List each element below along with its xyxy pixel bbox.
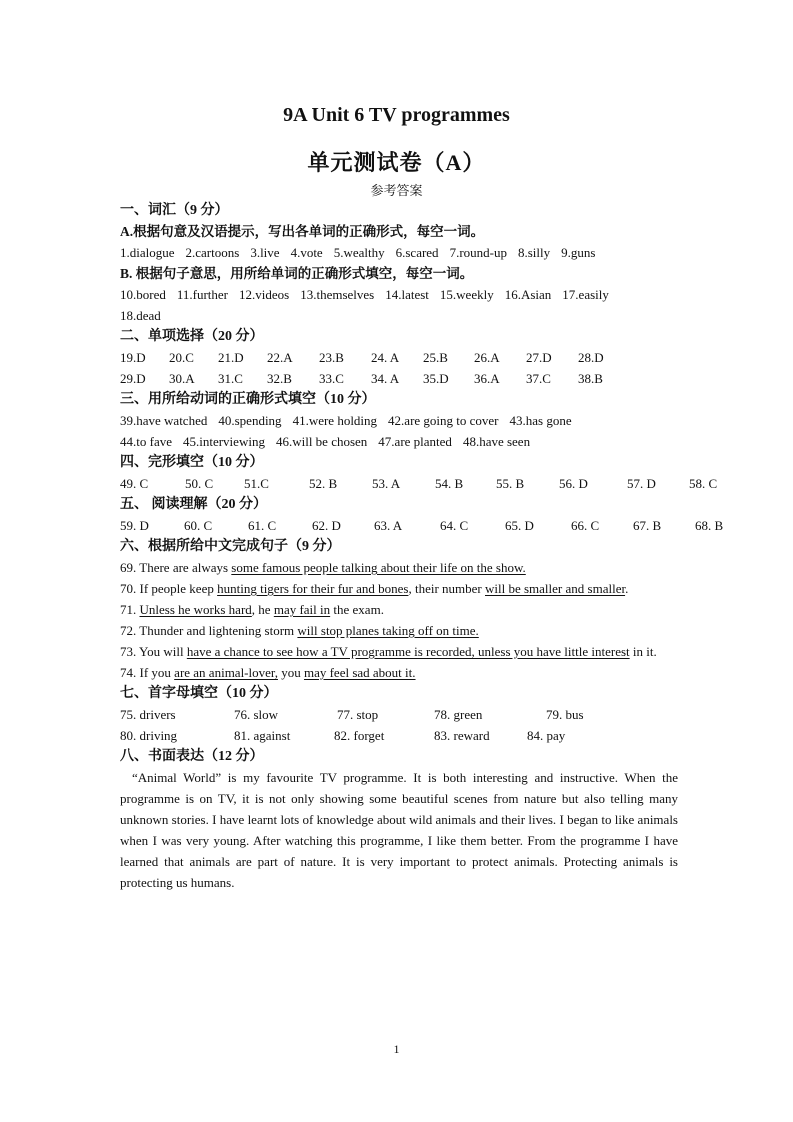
section-heading-initial-letter: 七、首字母填空（10 分）	[120, 686, 278, 701]
document-title: 9A Unit 6 TV programmes	[283, 104, 510, 126]
part-b-answers	[120, 284, 678, 305]
answer-item: 14.latest	[385, 287, 429, 302]
answer-item: 44.to fave	[120, 434, 172, 449]
answer-underlined: may fail in	[273, 602, 331, 617]
answer-item: 53. A	[372, 476, 401, 491]
sentence-text: 72. Thunder and lightening storm	[120, 623, 298, 638]
answer-item: 36.A	[474, 371, 500, 386]
sentence-text: , their number	[408, 581, 485, 596]
multiple-choice-row-1	[120, 347, 678, 368]
essay-paragraph: “Animal World” is my favourite TV programme. It is both interesting and instructive. When the programme is on TV, it is not only showing some beautiful scenes from nature but also telling many unknown stories. I have learnt lots of knowledge about wild animals and their lives. I began to like animals when I was very young. After watching this programme, I like them better. From the programme I have learned that animals are part of nature. It is very important to protect animals. Protecting animals is protecting us humans.	[120, 770, 678, 890]
sentence-text: the exam.	[330, 602, 384, 617]
answer-item: 18.dead	[120, 308, 161, 323]
answer-item: 26.A	[474, 350, 500, 365]
answer-item: 77. stop	[337, 707, 379, 722]
answer-item: 7.round-up	[449, 245, 507, 260]
part-a-instruction: A.根据句意及汉语提示，写出各单词的正确形式，每空一词。	[120, 224, 485, 239]
answer-content	[120, 200, 724, 893]
part-b-instruction: B. 根据句子意思，用所给单词的正确形式填空，每空一词。	[120, 266, 474, 281]
sentence-text: you	[277, 665, 304, 680]
sentence-74	[120, 662, 678, 683]
answer-item: 60. C	[184, 518, 213, 533]
sentence-text: 74. If you	[120, 665, 175, 680]
sentence-71	[120, 599, 678, 620]
answer-item: 22.A	[267, 350, 293, 365]
multiple-choice-row-2	[120, 368, 678, 389]
sentence-text: 71.	[120, 602, 140, 617]
answer-underlined: will stop planes taking off on time.	[297, 623, 479, 638]
cloze-answers	[120, 473, 718, 494]
sentence-text: 73. You will	[120, 644, 187, 659]
sentence-text: .	[625, 581, 629, 596]
answer-underlined: Unless he works hard	[139, 602, 252, 617]
sentence-73	[120, 641, 678, 662]
answer-item: 82. forget	[334, 728, 385, 743]
verb-forms-row-1	[120, 410, 678, 431]
sentence-text: 70. If people keep	[120, 581, 218, 596]
answer-item: 3.live	[250, 245, 280, 260]
answer-item: 39.have watched	[120, 413, 208, 428]
answer-item: 32.B	[267, 371, 292, 386]
sentence-70	[120, 578, 678, 599]
answer-item: 47.are planted	[378, 434, 452, 449]
answer-item: 30.A	[169, 371, 195, 386]
answer-item: 65. D	[505, 518, 534, 533]
sentence-text: in it.	[629, 644, 657, 659]
answer-item: 37.C	[526, 371, 551, 386]
answer-underlined: have a chance to see how a TV programme is recorded, unless you have little interest	[186, 644, 630, 659]
answer-item: 11.further	[176, 287, 228, 302]
answer-item: 51.C	[244, 476, 269, 491]
answer-item: 1.dialogue	[120, 245, 175, 260]
sentence-69	[120, 557, 678, 578]
answer-item: 80. driving	[120, 728, 178, 743]
answer-item: 78. green	[434, 707, 483, 722]
answer-item: 13.themselves	[300, 287, 375, 302]
answer-item: 83. reward	[434, 728, 490, 743]
answer-item: 34. A	[371, 371, 400, 386]
answer-item: 59. D	[120, 518, 149, 533]
answer-item: 31.C	[218, 371, 243, 386]
answer-item: 35.D	[423, 371, 449, 386]
answer-item: 46.will be chosen	[275, 434, 368, 449]
answer-item: 10.bored	[120, 287, 166, 302]
answer-item: 50. C	[185, 476, 214, 491]
answer-item: 16.Asian	[504, 287, 552, 302]
answer-item: 5.wealthy	[333, 245, 385, 260]
verb-forms-row-2	[120, 431, 678, 452]
answer-item: 84. pay	[527, 728, 566, 743]
part-a-answers	[120, 242, 678, 263]
answer-item: 68. B	[695, 518, 724, 533]
answer-item: 40.spending	[218, 413, 282, 428]
answer-item: 12.videos	[239, 287, 290, 302]
sentence-text: 69. There are always	[120, 560, 232, 575]
sentence-text: , he	[251, 602, 274, 617]
answer-underlined: may feel sad about it.	[303, 665, 416, 680]
answer-item: 33.C	[319, 371, 344, 386]
answer-item: 28.D	[578, 350, 604, 365]
answer-item: 49. C	[120, 476, 149, 491]
answer-item: 38.B	[578, 371, 603, 386]
answer-key-label: 参考答案	[370, 183, 423, 198]
answer-item: 81. against	[234, 728, 291, 743]
section-heading-reading: 五、 阅读理解（20 分）	[120, 497, 267, 512]
answer-item: 4.vote	[290, 245, 323, 260]
page-number: 1	[393, 1042, 400, 1056]
answer-item: 54. B	[435, 476, 464, 491]
section-heading-sentence-completion: 六、根据所给中文完成句子（9 分）	[120, 539, 341, 554]
initial-letter-row-1	[120, 704, 678, 725]
sentence-72	[120, 620, 678, 641]
section-heading-multiple-choice: 二、单项选择（20 分）	[120, 329, 264, 344]
answer-item: 61. C	[248, 518, 277, 533]
answer-item: 2.cartoons	[185, 245, 240, 260]
answer-item: 57. D	[627, 476, 656, 491]
answer-item: 79. bus	[546, 707, 584, 722]
answer-item: 8.silly	[517, 245, 551, 260]
answer-item: 15.weekly	[439, 287, 494, 302]
answer-item: 56. D	[559, 476, 588, 491]
answer-item: 52. B	[309, 476, 338, 491]
answer-item: 20.C	[169, 350, 194, 365]
answer-item: 27.D	[526, 350, 552, 365]
answer-underlined: will be smaller and smaller	[485, 581, 626, 596]
section-heading-verb-forms: 三、用所给动词的正确形式填空（10 分）	[120, 392, 376, 407]
answer-item: 58. C	[689, 476, 718, 491]
answer-item: 6.scared	[395, 245, 439, 260]
answer-item: 45.interviewing	[182, 434, 265, 449]
document-subtitle: 单元测试卷（A）	[307, 150, 486, 175]
initial-letter-row-2	[120, 725, 678, 746]
answer-item: 23.B	[319, 350, 344, 365]
answer-item: 66. C	[571, 518, 600, 533]
answer-item: 43.has gone	[509, 413, 572, 428]
answer-item: 42.are going to cover	[388, 413, 499, 428]
part-b-answers-continued	[120, 305, 678, 326]
answer-item: 63. A	[374, 518, 403, 533]
answer-item: 75. drivers	[120, 707, 176, 722]
answer-item: 19.D	[120, 350, 146, 365]
section-heading-vocabulary: 一、词汇（9 分）	[120, 203, 229, 218]
answer-item: 67. B	[633, 518, 662, 533]
answer-underlined: are an animal-lover,	[174, 665, 278, 680]
answer-item: 55. B	[496, 476, 525, 491]
answer-item: 41.were holding	[292, 413, 378, 428]
answer-item: 24. A	[371, 350, 400, 365]
answer-item: 29.D	[120, 371, 146, 386]
section-heading-writing: 八、书面表达（12 分）	[120, 749, 264, 764]
answer-item: 21.D	[218, 350, 244, 365]
answer-item: 25.B	[423, 350, 448, 365]
answer-underlined: some famous people talking about their life on the show.	[231, 560, 526, 575]
answer-item: 62. D	[312, 518, 341, 533]
section-heading-cloze: 四、完形填空（10 分）	[120, 455, 264, 470]
answer-item: 17.easily	[562, 287, 609, 302]
answer-item: 76. slow	[234, 707, 279, 722]
reading-answers	[120, 515, 724, 536]
answer-item: 9.guns	[561, 245, 596, 260]
answer-item: 64. C	[440, 518, 469, 533]
answer-underlined: hunting tigers for their fur and bones	[217, 581, 409, 596]
answer-item: 48.have seen	[462, 434, 531, 449]
